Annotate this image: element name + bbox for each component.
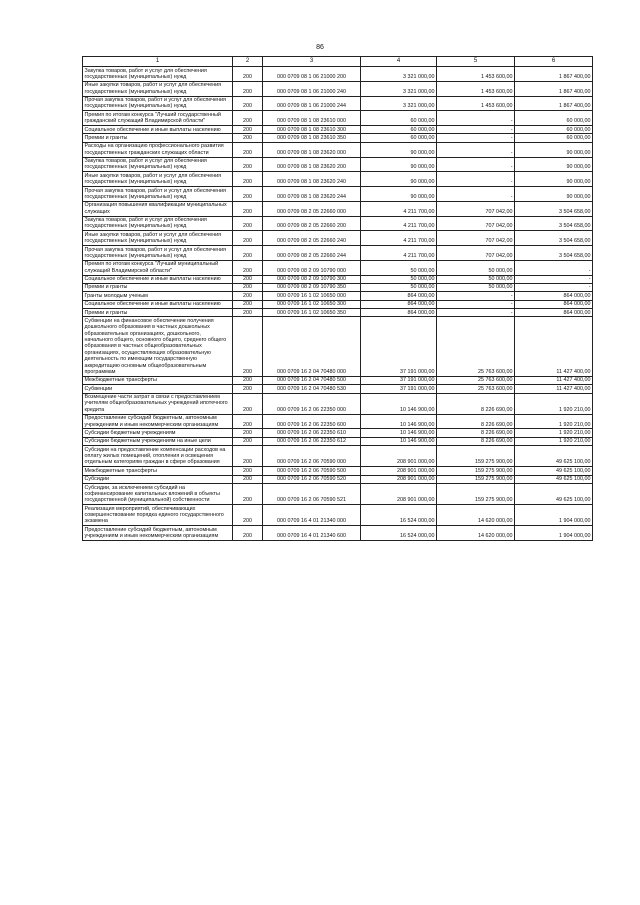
row-executed-cell: - bbox=[437, 157, 515, 172]
row-name-cell: Социальное обеспечение и иные выплаты населению bbox=[83, 126, 233, 134]
table-row bbox=[83, 172, 593, 187]
row-kbk-cell: 000 0709 08 2 05 22660 000 bbox=[263, 201, 361, 216]
row-remaining-cell: 1 920 210,00 bbox=[515, 429, 593, 437]
row-kbk-cell: 000 0709 08 2 09 10790 350 bbox=[263, 283, 361, 291]
row-total-cell: 16 524 000,00 bbox=[361, 526, 437, 541]
row-code-cell: 200 bbox=[233, 67, 263, 82]
row-total-cell: 50 000,00 bbox=[361, 260, 437, 275]
row-total-cell: 208 901 000,00 bbox=[361, 467, 437, 475]
row-remaining-cell: 49 625 100,00 bbox=[515, 446, 593, 467]
row-total-cell: 90 000,00 bbox=[361, 187, 437, 202]
row-name-cell: Прочая закупка товаров, работ и услуг для обеспечения государственных (муниципальных) нужд bbox=[83, 187, 233, 202]
row-code-cell: 200 bbox=[233, 475, 263, 483]
row-total-cell: 4 211 700,00 bbox=[361, 216, 437, 231]
table-row bbox=[83, 376, 593, 384]
row-kbk-cell: 000 0709 16 2 06 70590 000 bbox=[263, 446, 361, 467]
row-remaining-cell: 1 920 210,00 bbox=[515, 414, 593, 429]
row-kbk-cell: 000 0709 08 1 08 23610 300 bbox=[263, 126, 361, 134]
header-cell: 5 bbox=[437, 57, 515, 67]
table-row bbox=[83, 81, 593, 96]
row-code-cell: 200 bbox=[233, 142, 263, 157]
table-row bbox=[83, 414, 593, 429]
row-executed-cell: - bbox=[437, 309, 515, 317]
table-row bbox=[83, 475, 593, 483]
row-total-cell: 60 000,00 bbox=[361, 111, 437, 126]
row-kbk-cell: 000 0709 16 1 02 10650 350 bbox=[263, 309, 361, 317]
row-code-cell: 200 bbox=[233, 283, 263, 291]
row-total-cell: 10 146 900,00 bbox=[361, 393, 437, 414]
row-executed-cell: - bbox=[437, 172, 515, 187]
row-executed-cell: - bbox=[437, 187, 515, 202]
row-executed-cell: 1 453 600,00 bbox=[437, 67, 515, 82]
row-code-cell: 200 bbox=[233, 134, 263, 142]
row-name-cell: Реализация мероприятий, обеспечивающих совершенствование порядка единого государственного экзамена bbox=[83, 505, 233, 526]
table-row bbox=[83, 246, 593, 261]
row-code-cell: 200 bbox=[233, 393, 263, 414]
table-row bbox=[83, 309, 593, 317]
row-remaining-cell: - bbox=[515, 260, 593, 275]
table-row bbox=[83, 505, 593, 526]
row-code-cell: 200 bbox=[233, 376, 263, 384]
row-code-cell: 200 bbox=[233, 246, 263, 261]
row-name-cell: Организация повышения квалификации муниципальных служащих bbox=[83, 201, 233, 216]
row-remaining-cell: - bbox=[515, 275, 593, 283]
row-total-cell: 864 000,00 bbox=[361, 292, 437, 300]
row-executed-cell: 25 763 600,00 bbox=[437, 385, 515, 393]
row-total-cell: 10 146 900,00 bbox=[361, 429, 437, 437]
row-name-cell: Премия по итогам конкурса "Лучший государственный гражданский служащий Владимирской области" bbox=[83, 111, 233, 126]
row-remaining-cell: 1 920 210,00 bbox=[515, 393, 593, 414]
row-name-cell: Межбюджетные трансферты bbox=[83, 467, 233, 475]
table-row bbox=[83, 385, 593, 393]
row-total-cell: 3 321 000,00 bbox=[361, 81, 437, 96]
row-remaining-cell: 90 000,00 bbox=[515, 172, 593, 187]
table-row bbox=[83, 275, 593, 283]
header-cell: 2 bbox=[233, 57, 263, 67]
row-executed-cell: 14 620 000,00 bbox=[437, 526, 515, 541]
row-kbk-cell: 000 0709 08 1 08 23620 000 bbox=[263, 142, 361, 157]
table-row bbox=[83, 216, 593, 231]
row-total-cell: 37 191 000,00 bbox=[361, 376, 437, 384]
row-code-cell: 200 bbox=[233, 172, 263, 187]
row-remaining-cell: 1 867 400,00 bbox=[515, 81, 593, 96]
row-kbk-cell: 000 0709 08 2 05 22660 244 bbox=[263, 246, 361, 261]
row-name-cell: Закупка товаров, работ и услуг для обеспечения государственных (муниципальных) нужд bbox=[83, 67, 233, 82]
row-remaining-cell: 49 625 100,00 bbox=[515, 475, 593, 483]
row-remaining-cell: 1 904 000,00 bbox=[515, 505, 593, 526]
row-code-cell: 200 bbox=[233, 292, 263, 300]
row-code-cell: 200 bbox=[233, 437, 263, 445]
table-body bbox=[83, 67, 593, 541]
row-total-cell: 4 211 700,00 bbox=[361, 246, 437, 261]
table-row bbox=[83, 126, 593, 134]
row-name-cell: Межбюджетные трансферты bbox=[83, 376, 233, 384]
table-row bbox=[83, 231, 593, 246]
row-kbk-cell: 000 0709 16 4 01 21340 600 bbox=[263, 526, 361, 541]
row-name-cell: Иные закупки товаров, работ и услуг для обеспечения государственных (муниципальных) нужд bbox=[83, 81, 233, 96]
row-kbk-cell: 000 0709 08 2 05 22660 200 bbox=[263, 216, 361, 231]
row-kbk-cell: 000 0709 08 2 05 22660 240 bbox=[263, 231, 361, 246]
row-name-cell: Социальное обеспечение и иные выплаты населению bbox=[83, 275, 233, 283]
table-row bbox=[83, 393, 593, 414]
row-name-cell: Субсидии bbox=[83, 475, 233, 483]
row-code-cell: 200 bbox=[233, 385, 263, 393]
row-code-cell: 200 bbox=[233, 414, 263, 429]
table-row bbox=[83, 437, 593, 445]
row-code-cell: 200 bbox=[233, 260, 263, 275]
row-kbk-cell: 000 0709 08 1 08 23610 350 bbox=[263, 134, 361, 142]
row-executed-cell: 8 226 690,00 bbox=[437, 429, 515, 437]
row-remaining-cell: 3 504 658,00 bbox=[515, 231, 593, 246]
table-row bbox=[83, 446, 593, 467]
row-code-cell: 200 bbox=[233, 309, 263, 317]
row-total-cell: 37 191 000,00 bbox=[361, 317, 437, 376]
row-remaining-cell: 49 625 100,00 bbox=[515, 467, 593, 475]
row-total-cell: 10 146 900,00 bbox=[361, 414, 437, 429]
row-remaining-cell: 60 000,00 bbox=[515, 126, 593, 134]
row-code-cell: 200 bbox=[233, 526, 263, 541]
row-kbk-cell: 000 0709 08 1 06 21000 200 bbox=[263, 67, 361, 82]
row-kbk-cell: 000 0709 16 2 06 22350 000 bbox=[263, 393, 361, 414]
row-total-cell: 90 000,00 bbox=[361, 157, 437, 172]
row-executed-cell: 1 453 600,00 bbox=[437, 96, 515, 111]
row-kbk-cell: 000 0709 08 1 08 23610 000 bbox=[263, 111, 361, 126]
table-row bbox=[83, 526, 593, 541]
table-row bbox=[83, 283, 593, 291]
row-remaining-cell: 60 000,00 bbox=[515, 111, 593, 126]
budget-table bbox=[82, 56, 593, 541]
row-name-cell: Премии и гранты bbox=[83, 309, 233, 317]
table-row bbox=[83, 300, 593, 308]
row-remaining-cell: 1 867 400,00 bbox=[515, 96, 593, 111]
row-remaining-cell: 11 427 400,00 bbox=[515, 385, 593, 393]
row-executed-cell: 159 275 900,00 bbox=[437, 475, 515, 483]
table-row bbox=[83, 157, 593, 172]
row-remaining-cell: 60 000,00 bbox=[515, 134, 593, 142]
row-total-cell: 16 524 000,00 bbox=[361, 505, 437, 526]
row-code-cell: 200 bbox=[233, 201, 263, 216]
row-remaining-cell: 90 000,00 bbox=[515, 157, 593, 172]
row-name-cell: Субвенции bbox=[83, 385, 233, 393]
row-name-cell: Расходы на организацию профессионального развития государственных гражданских служащих области bbox=[83, 142, 233, 157]
table-row bbox=[83, 96, 593, 111]
table-row bbox=[83, 111, 593, 126]
row-code-cell: 200 bbox=[233, 429, 263, 437]
row-executed-cell: - bbox=[437, 292, 515, 300]
row-kbk-cell: 000 0709 16 2 06 22350 612 bbox=[263, 437, 361, 445]
table-row bbox=[83, 467, 593, 475]
row-executed-cell: - bbox=[437, 134, 515, 142]
row-name-cell: Возмещение части затрат в связи с предоставлением учителям общеобразовательных учреждений ипотечного кредита bbox=[83, 393, 233, 414]
row-code-cell: 200 bbox=[233, 300, 263, 308]
row-code-cell: 200 bbox=[233, 231, 263, 246]
row-kbk-cell: 000 0709 16 1 02 10650 000 bbox=[263, 292, 361, 300]
row-executed-cell: - bbox=[437, 126, 515, 134]
row-name-cell: Субсидии бюджетным учреждениям на иные цели bbox=[83, 437, 233, 445]
row-remaining-cell: 864 000,00 bbox=[515, 292, 593, 300]
row-executed-cell: 25 763 600,00 bbox=[437, 317, 515, 376]
row-remaining-cell: - bbox=[515, 283, 593, 291]
row-total-cell: 37 191 000,00 bbox=[361, 385, 437, 393]
row-kbk-cell: 000 0709 16 2 06 22350 610 bbox=[263, 429, 361, 437]
row-name-cell: Прочая закупка товаров, работ и услуг для обеспечения государственных (муниципальных) нужд bbox=[83, 96, 233, 111]
row-remaining-cell: 3 504 658,00 bbox=[515, 246, 593, 261]
row-name-cell: Иные закупки товаров, работ и услуг для обеспечения государственных (муниципальных) нужд bbox=[83, 172, 233, 187]
row-kbk-cell: 000 0709 16 4 01 21340 000 bbox=[263, 505, 361, 526]
row-executed-cell: - bbox=[437, 142, 515, 157]
row-code-cell: 200 bbox=[233, 446, 263, 467]
header-cell: 3 bbox=[263, 57, 361, 67]
row-executed-cell: 159 275 900,00 bbox=[437, 484, 515, 505]
row-name-cell: Премии и гранты bbox=[83, 134, 233, 142]
row-executed-cell: 8 226 690,00 bbox=[437, 414, 515, 429]
table-row bbox=[83, 134, 593, 142]
row-total-cell: 60 000,00 bbox=[361, 134, 437, 142]
row-remaining-cell: 3 504 658,00 bbox=[515, 201, 593, 216]
row-name-cell: Субсидии, за исключением субсидий на софинансирование капитальных вложений в объекты государственной (муниципальной) собственности bbox=[83, 484, 233, 505]
table-row bbox=[83, 201, 593, 216]
row-executed-cell: - bbox=[437, 300, 515, 308]
row-kbk-cell: 000 0709 08 1 06 21000 244 bbox=[263, 96, 361, 111]
row-name-cell: Премия по итогам конкурса "Лучший муниципальный служащий Владимирской области" bbox=[83, 260, 233, 275]
row-total-cell: 50 000,00 bbox=[361, 275, 437, 283]
row-kbk-cell: 000 0709 08 2 09 10790 300 bbox=[263, 275, 361, 283]
row-executed-cell: 25 763 600,00 bbox=[437, 376, 515, 384]
row-executed-cell: 8 226 690,00 bbox=[437, 437, 515, 445]
row-code-cell: 200 bbox=[233, 111, 263, 126]
row-name-cell: Закупка товаров, работ и услуг для обеспечения государственных (муниципальных) нужд bbox=[83, 157, 233, 172]
row-name-cell: Гранты молодым ученым bbox=[83, 292, 233, 300]
row-kbk-cell: 000 0709 16 2 04 70480 500 bbox=[263, 376, 361, 384]
row-executed-cell: 159 275 900,00 bbox=[437, 467, 515, 475]
row-kbk-cell: 000 0709 16 2 06 22350 600 bbox=[263, 414, 361, 429]
row-name-cell: Премии и гранты bbox=[83, 283, 233, 291]
row-kbk-cell: 000 0709 08 1 08 23620 240 bbox=[263, 172, 361, 187]
row-kbk-cell: 000 0709 16 2 04 70480 000 bbox=[263, 317, 361, 376]
table-row bbox=[83, 292, 593, 300]
row-name-cell: Прочая закупка товаров, работ и услуг для обеспечения государственных (муниципальных) нужд bbox=[83, 246, 233, 261]
row-code-cell: 200 bbox=[233, 157, 263, 172]
row-remaining-cell: 3 504 658,00 bbox=[515, 216, 593, 231]
row-name-cell: Субсидии на предоставление компенсации расходов на оплату жилых помещений, отопления и освещения отдельным категориям граждан в сфере образования bbox=[83, 446, 233, 467]
row-total-cell: 864 000,00 bbox=[361, 300, 437, 308]
row-remaining-cell: 49 625 100,00 bbox=[515, 484, 593, 505]
row-name-cell: Закупка товаров, работ и услуг для обеспечения государственных (муниципальных) нужд bbox=[83, 216, 233, 231]
row-code-cell: 200 bbox=[233, 505, 263, 526]
row-kbk-cell: 000 0709 16 2 06 70590 521 bbox=[263, 484, 361, 505]
row-total-cell: 10 146 900,00 bbox=[361, 437, 437, 445]
row-kbk-cell: 000 0709 16 2 06 70590 520 bbox=[263, 475, 361, 483]
row-executed-cell: 159 275 900,00 bbox=[437, 446, 515, 467]
row-kbk-cell: 000 0709 16 2 04 70480 530 bbox=[263, 385, 361, 393]
row-executed-cell: 707 042,00 bbox=[437, 201, 515, 216]
row-executed-cell: 1 453 600,00 bbox=[437, 81, 515, 96]
row-kbk-cell: 000 0709 16 2 06 70590 500 bbox=[263, 467, 361, 475]
row-total-cell: 90 000,00 bbox=[361, 172, 437, 187]
row-code-cell: 200 bbox=[233, 317, 263, 376]
row-name-cell: Субсидии бюджетным учреждениям bbox=[83, 429, 233, 437]
header-cell: 1 bbox=[83, 57, 233, 67]
row-code-cell: 200 bbox=[233, 96, 263, 111]
row-code-cell: 200 bbox=[233, 216, 263, 231]
row-remaining-cell: 864 000,00 bbox=[515, 309, 593, 317]
row-remaining-cell: 11 427 400,00 bbox=[515, 376, 593, 384]
row-executed-cell: 50 000,00 bbox=[437, 260, 515, 275]
row-executed-cell: 8 226 690,00 bbox=[437, 393, 515, 414]
row-total-cell: 50 000,00 bbox=[361, 283, 437, 291]
table-row bbox=[83, 484, 593, 505]
header-row bbox=[83, 57, 593, 67]
row-name-cell: Субвенции на финансовое обеспечение получения дошкольного образования в частных дошкольных образовательных организациях, дошкольного, начального общего, основного общего, среднего общего образования в частных общеобразовательных организациях, осуществляющих образовательную деятельность по имеющим государственную аккредитацию основным общеобразовательным программам bbox=[83, 317, 233, 376]
row-executed-cell: 50 000,00 bbox=[437, 283, 515, 291]
page-number: 86 bbox=[316, 44, 324, 51]
table-row bbox=[83, 260, 593, 275]
row-code-cell: 200 bbox=[233, 187, 263, 202]
row-code-cell: 200 bbox=[233, 275, 263, 283]
row-remaining-cell: 1 867 400,00 bbox=[515, 67, 593, 82]
row-name-cell: Социальное обеспечение и иные выплаты населению bbox=[83, 300, 233, 308]
header-cell: 4 bbox=[361, 57, 437, 67]
row-code-cell: 200 bbox=[233, 81, 263, 96]
row-total-cell: 60 000,00 bbox=[361, 126, 437, 134]
row-name-cell: Иные закупки товаров, работ и услуг для обеспечения государственных (муниципальных) нужд bbox=[83, 231, 233, 246]
row-executed-cell: 707 042,00 bbox=[437, 231, 515, 246]
row-code-cell: 200 bbox=[233, 126, 263, 134]
row-executed-cell: 707 042,00 bbox=[437, 246, 515, 261]
row-executed-cell: - bbox=[437, 111, 515, 126]
row-kbk-cell: 000 0709 08 1 06 21000 240 bbox=[263, 81, 361, 96]
row-total-cell: 864 000,00 bbox=[361, 309, 437, 317]
table-row bbox=[83, 67, 593, 82]
table-row bbox=[83, 429, 593, 437]
row-kbk-cell: 000 0709 08 1 08 23620 244 bbox=[263, 187, 361, 202]
row-total-cell: 208 901 000,00 bbox=[361, 446, 437, 467]
row-kbk-cell: 000 0709 08 2 09 10790 000 bbox=[263, 260, 361, 275]
row-total-cell: 208 901 000,00 bbox=[361, 475, 437, 483]
row-total-cell: 3 321 000,00 bbox=[361, 96, 437, 111]
row-total-cell: 90 000,00 bbox=[361, 142, 437, 157]
row-total-cell: 3 321 000,00 bbox=[361, 67, 437, 82]
row-total-cell: 4 211 700,00 bbox=[361, 201, 437, 216]
row-total-cell: 208 901 000,00 bbox=[361, 484, 437, 505]
row-kbk-cell: 000 0709 16 1 02 10650 300 bbox=[263, 300, 361, 308]
row-total-cell: 4 211 700,00 bbox=[361, 231, 437, 246]
row-code-cell: 200 bbox=[233, 484, 263, 505]
row-remaining-cell: 864 000,00 bbox=[515, 300, 593, 308]
table-row bbox=[83, 142, 593, 157]
row-name-cell: Предоставление субсидий бюджетным, автономным учреждениям и иным некоммерческим организациям bbox=[83, 414, 233, 429]
header-cell: 6 bbox=[515, 57, 593, 67]
row-remaining-cell: 1 920 210,00 bbox=[515, 437, 593, 445]
table-row bbox=[83, 187, 593, 202]
row-remaining-cell: 1 904 000,00 bbox=[515, 526, 593, 541]
row-executed-cell: 50 000,00 bbox=[437, 275, 515, 283]
row-remaining-cell: 90 000,00 bbox=[515, 187, 593, 202]
row-remaining-cell: 11 427 400,00 bbox=[515, 317, 593, 376]
table-row bbox=[83, 317, 593, 376]
row-name-cell: Предоставление субсидий бюджетным, автономным учреждениям и иным некоммерческим организациям bbox=[83, 526, 233, 541]
row-executed-cell: 707 042,00 bbox=[437, 216, 515, 231]
row-kbk-cell: 000 0709 08 1 08 23620 200 bbox=[263, 157, 361, 172]
row-executed-cell: 14 620 000,00 bbox=[437, 505, 515, 526]
row-remaining-cell: 90 000,00 bbox=[515, 142, 593, 157]
row-code-cell: 200 bbox=[233, 467, 263, 475]
